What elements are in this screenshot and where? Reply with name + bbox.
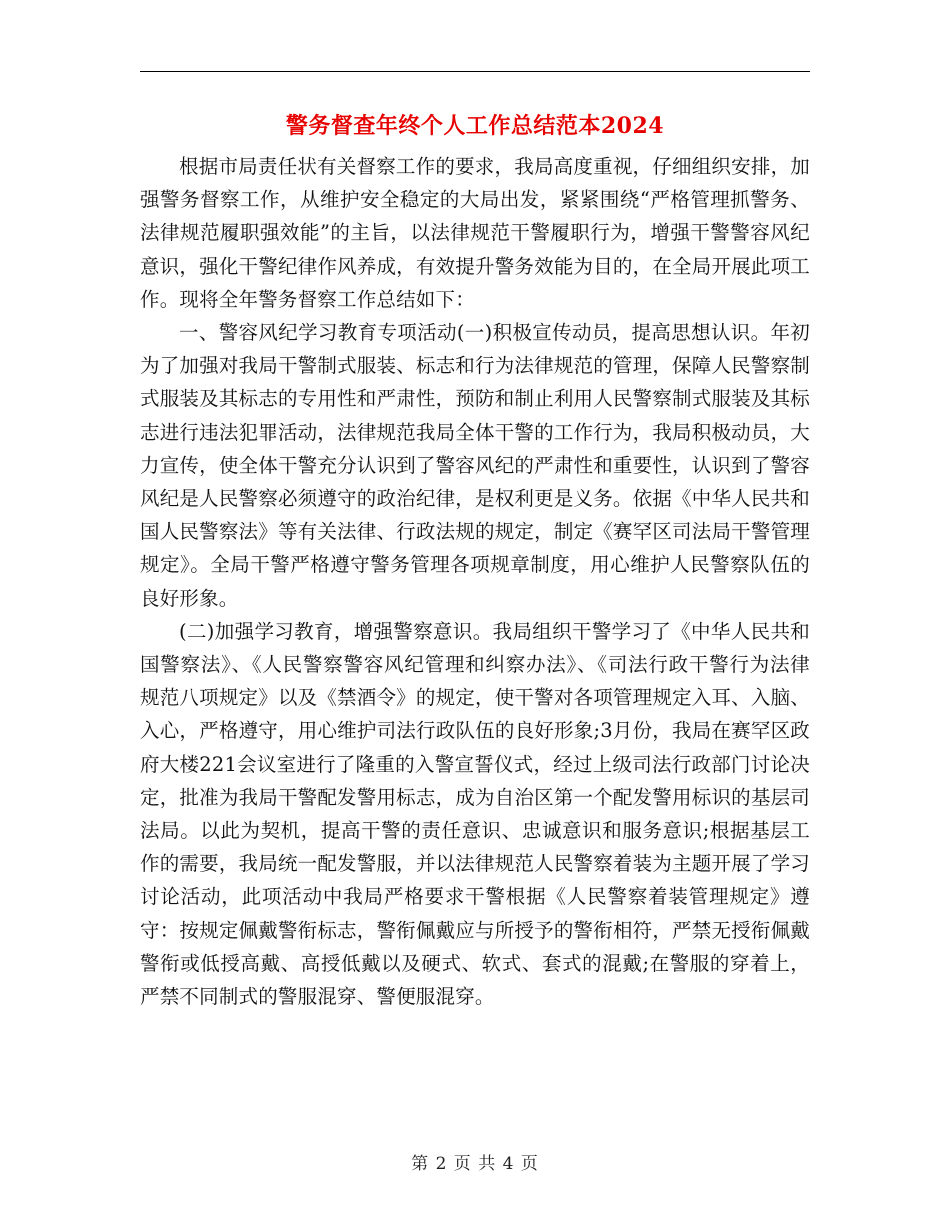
paragraph-section-one: 一、警容风纪学习教育专项活动(一)积极宣传动员，提高思想认识。年初为了加强对我局干警制式服装、标志和行为法律规范的管理，保障人民警察制式服装及其标志的专用性和严肃性，预防和制止利用人民警察制式服装及其标志进行违法犯罪活动，法律规范我局全体干警的工作行为，我局积极动员，大力宣传，使全体干警充分认识到了警容风纪的严肃性和重要性，认识到了警容风纪是人民警察必须遵守的政治纪律，是权利更是义务。依据《中华人民共和国人民警察法》等有关法律、行政法规的规定，制定《赛罕区司法局干警管理规定》。全局干警严格遵守警务管理各项规章制度，用心维护人民警察队伍的良好形象。 [140,321,810,610]
paragraph-intro: 根据市局责任状有关督察工作的要求，我局高度重视，仔细组织安排，加强警务督察工作，从维护安全稳定的大局出发，紧紧围绕“严格管理抓警务、法律规范履职强效能”的主旨，以法律规范干警履职行为，增强干警警容风纪意识，强化干警纪律作风养成，有效提升警务效能为目的，在全局开展此项工作。现将全年警务督察工作总结如下： [140,155,810,311]
document-body [140,150,810,1013]
header-rule [140,71,810,72]
paragraph-section-two: (二)加强学习教育，增强警察意识。我局组织干警学习了《中华人民共和国警察法》、《人民警察警容风纪管理和纠察办法》、《司法行政干警行为法律规范八项规定》以及《禁酒令》的规定，使干警对各项管理规定入耳、入脑、入心，严格遵守，用心维护司法行政队伍的良好形象;3月份，我局在赛罕区政府大楼221会议室进行了隆重的入警宣誓仪式，经过上级司法行政部门讨论决定，批准为我局干警配发警用标志，成为自治区第一个配发警用标识的基层司法局。以此为契机，提高干警的责任意识、忠诚意识和服务意识;根据基层工作的需要，我局统一配发警服，并以法律规范人民警察着装为主题开展了学习讨论活动，此项活动中我局严格要求干警根据《人民警察着装管理规定》遵守：按规定佩戴警衔标志，警衔佩戴应与所授予的警衔相符，严禁无授衔佩戴警衔或低授高戴、高授低戴以及硬式、软式、套式的混戴;在警服的穿着上，严禁不同制式的警服混穿、警便服混穿。 [140,619,810,1009]
page-number: 第 2 页 共 4 页 [411,1154,539,1174]
document-title: 警务督查年终个人工作总结范本2024 [285,113,665,139]
